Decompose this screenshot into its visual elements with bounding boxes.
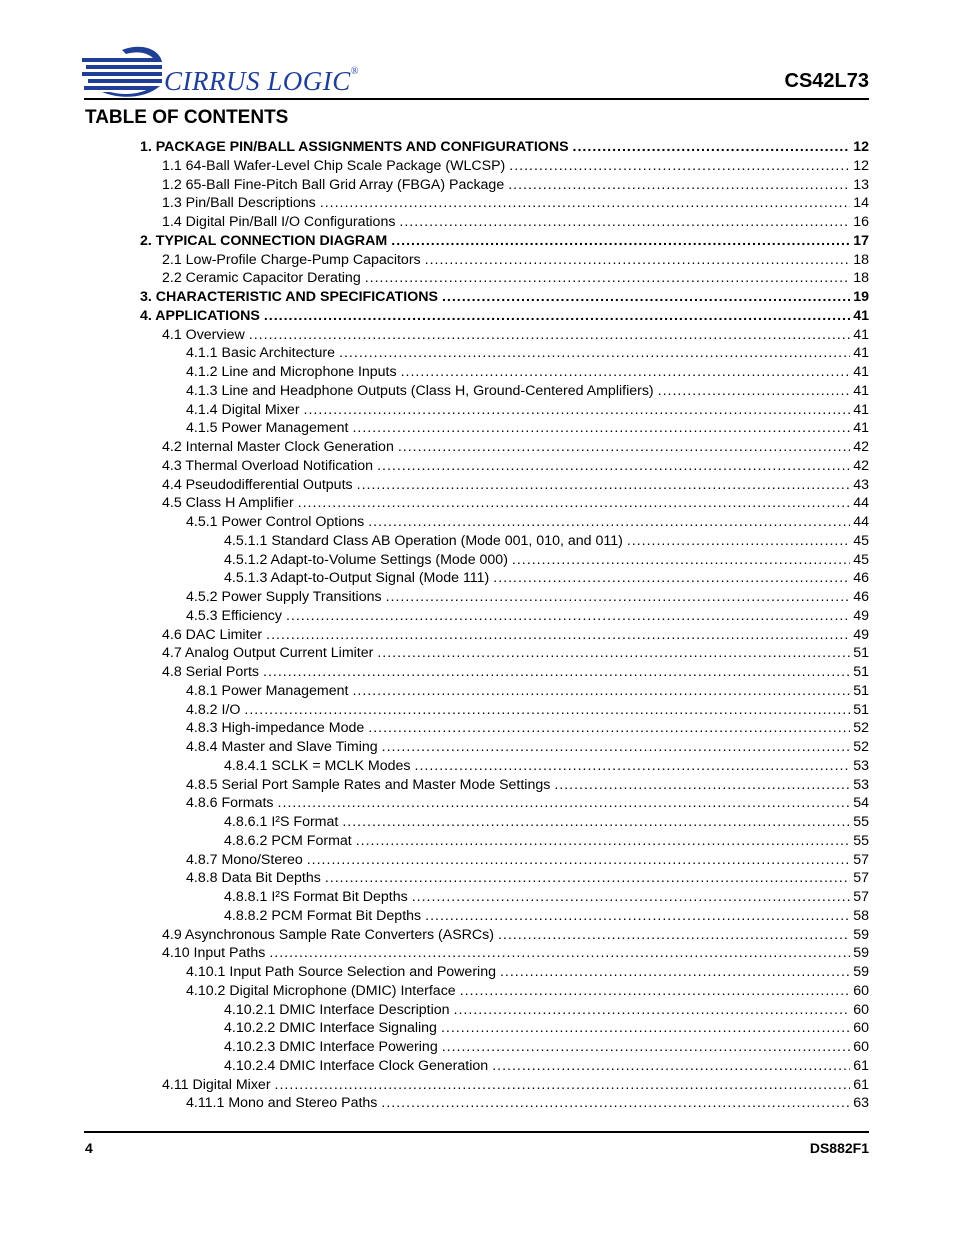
logo-wordmark: CIRRUS LOGIC® bbox=[164, 66, 359, 96]
toc-entry-label: 4.8.2 I/O bbox=[186, 701, 241, 718]
toc-leader-dots bbox=[573, 138, 851, 157]
toc-entry-label: 4.9 Asynchronous Sample Rate Converters (ASRCs) bbox=[162, 926, 494, 943]
toc-leader-dots bbox=[377, 644, 850, 663]
toc-entry-label: 4.5.1.3 Adapt-to-Output Signal (Mode 111) bbox=[224, 570, 490, 587]
toc-entry-label: 1. PACKAGE PIN/BALL ASSIGNMENTS AND CONFIGURATIONS bbox=[140, 139, 569, 155]
toc-entry-label: 4.10 Input Paths bbox=[162, 945, 266, 962]
toc-entry[interactable] bbox=[186, 963, 869, 982]
toc-leader-dots bbox=[425, 907, 850, 926]
toc-entry[interactable] bbox=[186, 513, 869, 532]
toc-entry-page: 58 bbox=[853, 907, 869, 924]
toc-leader-dots bbox=[508, 176, 850, 195]
toc-entry-label: 4.3 Thermal Overload Notification bbox=[162, 457, 374, 474]
toc-entry-label: 4.8.8.1 I²S Format Bit Depths bbox=[224, 889, 408, 905]
toc-leader-dots bbox=[627, 532, 850, 551]
toc-entry-label: 4.8.1 Power Management bbox=[186, 682, 349, 699]
toc-entry[interactable] bbox=[140, 288, 869, 307]
toc-entry[interactable] bbox=[186, 607, 869, 626]
toc-entry-label: 4.8.3 High-impedance Mode bbox=[186, 720, 365, 737]
toc-entry-page: 59 bbox=[853, 964, 869, 980]
toc-entry-page: 59 bbox=[853, 926, 869, 943]
toc-leader-dots bbox=[391, 232, 850, 251]
toc-entry-page: 51 bbox=[853, 701, 869, 718]
toc-entry[interactable] bbox=[162, 476, 869, 495]
toc-entry[interactable] bbox=[186, 363, 869, 382]
toc-entry-label: 4.5 Class H Amplifier bbox=[162, 495, 294, 512]
toc-entry[interactable] bbox=[224, 1038, 869, 1057]
toc-entry-page: 12 bbox=[853, 157, 869, 174]
toc-leader-dots bbox=[425, 251, 851, 270]
toc-leader-dots bbox=[342, 813, 850, 832]
toc-entry-page: 60 bbox=[853, 1020, 869, 1037]
toc-entry[interactable] bbox=[186, 382, 869, 401]
toc-entry[interactable] bbox=[224, 1019, 869, 1038]
toc-entry-label: 4.8.5 Serial Port Sample Rates and Master Mode Settings bbox=[186, 776, 551, 793]
toc-leader-dots bbox=[278, 794, 851, 813]
toc-entry[interactable] bbox=[224, 832, 869, 851]
toc-entry[interactable] bbox=[162, 176, 869, 195]
toc-leader-dots bbox=[381, 1094, 850, 1113]
toc-entry[interactable] bbox=[140, 232, 869, 251]
toc-leader-dots bbox=[244, 701, 850, 720]
toc-leader-dots bbox=[286, 607, 850, 626]
toc-entry-label: 4.8.4 Master and Slave Timing bbox=[186, 739, 378, 755]
toc-entry[interactable] bbox=[224, 569, 869, 588]
toc-entry[interactable] bbox=[186, 682, 869, 701]
footer-rule bbox=[84, 1131, 869, 1133]
toc-entry-page: 59 bbox=[853, 945, 869, 962]
page-title: TABLE OF CONTENTS bbox=[85, 107, 289, 128]
toc-entry-page: 18 bbox=[853, 251, 869, 268]
footer-doc-code: DS882F1 bbox=[809, 1140, 869, 1156]
footer-page-number: 4 bbox=[85, 1140, 93, 1156]
document-id: CS42L73 bbox=[784, 70, 869, 92]
toc-leader-dots bbox=[442, 288, 850, 307]
toc-entry-page: 46 bbox=[853, 570, 869, 587]
toc-entry[interactable] bbox=[224, 1001, 869, 1020]
toc-entry[interactable] bbox=[186, 776, 869, 795]
toc-entry[interactable] bbox=[186, 588, 869, 607]
toc-entry[interactable] bbox=[162, 326, 869, 345]
toc-entry-label: 4.1.1 Basic Architecture bbox=[186, 345, 336, 362]
toc-entry-page: 52 bbox=[853, 720, 869, 737]
toc-entry-label: 4.1.4 Digital Mixer bbox=[186, 401, 300, 418]
toc-entry-page: 53 bbox=[853, 757, 869, 774]
toc-entry[interactable] bbox=[186, 794, 869, 813]
toc-entry-page: 41 bbox=[853, 401, 869, 418]
toc-leader-dots bbox=[365, 269, 851, 288]
toc-leader-dots bbox=[509, 157, 850, 176]
toc-entry-page: 46 bbox=[853, 589, 869, 605]
toc-entry-label: 4.5.1.2 Adapt-to-Volume Settings (Mode 000) bbox=[224, 551, 508, 568]
toc-entry-label: 2.2 Ceramic Capacitor Derating bbox=[162, 270, 361, 287]
toc-entry[interactable] bbox=[162, 194, 869, 213]
toc-entry[interactable] bbox=[186, 1094, 869, 1113]
toc-entry[interactable] bbox=[224, 532, 869, 551]
toc-leader-dots bbox=[415, 757, 851, 776]
toc-entry-label: 4.10.2.3 DMIC Interface Powering bbox=[224, 1039, 438, 1055]
toc-entry[interactable] bbox=[186, 851, 869, 870]
toc-entry-page: 19 bbox=[853, 289, 869, 305]
toc-entry-page: 49 bbox=[853, 607, 869, 624]
toc-entry-page: 60 bbox=[853, 1039, 869, 1055]
toc-entry-page: 43 bbox=[853, 476, 869, 493]
toc-entry-label: 4.5.1 Power Control Options bbox=[186, 514, 365, 530]
toc-entry-page: 44 bbox=[853, 514, 869, 530]
toc-entry-page: 44 bbox=[853, 495, 869, 512]
toc-leader-dots bbox=[399, 213, 850, 232]
toc-leader-dots bbox=[339, 344, 850, 363]
toc-entry[interactable] bbox=[162, 944, 869, 963]
toc-entry-page: 60 bbox=[853, 1001, 869, 1018]
toc-entry-label: 4.8.8.2 PCM Format Bit Depths bbox=[224, 907, 422, 924]
toc-leader-dots bbox=[357, 476, 851, 495]
toc-entry-label: 4.1 Overview bbox=[162, 326, 245, 343]
toc-entry[interactable] bbox=[186, 419, 869, 438]
toc-leader-dots bbox=[304, 401, 851, 420]
toc-entry[interactable] bbox=[224, 1057, 869, 1076]
toc-entry[interactable] bbox=[162, 438, 869, 457]
toc-leader-dots bbox=[401, 363, 851, 382]
toc-leader-dots bbox=[412, 888, 850, 907]
toc-entry[interactable] bbox=[162, 926, 869, 945]
toc-entry-page: 42 bbox=[853, 457, 869, 474]
toc-leader-dots bbox=[382, 738, 851, 757]
toc-leader-dots bbox=[325, 869, 850, 888]
toc-entry-label: 4.4 Pseudodifferential Outputs bbox=[162, 476, 353, 493]
toc-entry-label: 4.8.6.1 I²S Format bbox=[224, 814, 339, 830]
toc-leader-dots bbox=[460, 982, 851, 1001]
toc-entry-label: 4.10.1 Input Path Source Selection and Powering bbox=[186, 964, 496, 980]
toc-entry-page: 13 bbox=[853, 176, 869, 193]
toc-leader-dots bbox=[442, 1038, 851, 1057]
toc-entry[interactable] bbox=[162, 1076, 869, 1095]
toc-leader-dots bbox=[249, 326, 850, 345]
toc-entry-page: 52 bbox=[853, 739, 869, 755]
toc-entry[interactable] bbox=[186, 719, 869, 738]
toc-entry-page: 49 bbox=[853, 626, 869, 643]
toc-entry[interactable] bbox=[162, 644, 869, 663]
toc-entry[interactable] bbox=[224, 907, 869, 926]
toc-entry-label: 4.5.1.1 Standard Class AB Operation (Mode 001, 010, and 011) bbox=[224, 532, 623, 549]
toc-leader-dots bbox=[352, 682, 850, 701]
toc-leader-dots bbox=[512, 551, 850, 570]
toc-entry-page: 41 bbox=[853, 307, 869, 324]
toc-entry-label: 4.6 DAC Limiter bbox=[162, 626, 263, 643]
toc-entry-page: 41 bbox=[853, 382, 869, 399]
toc-entry-label: 4.10.2.1 DMIC Interface Description bbox=[224, 1001, 450, 1018]
toc-entry[interactable] bbox=[162, 251, 869, 270]
toc-entry[interactable] bbox=[162, 494, 869, 513]
toc-entry-page: 51 bbox=[853, 664, 869, 680]
toc-leader-dots bbox=[386, 588, 851, 607]
toc-entry[interactable] bbox=[186, 344, 869, 363]
toc-entry-page: 54 bbox=[853, 795, 869, 812]
toc-entry-label: 4.7 Analog Output Current Limiter bbox=[162, 645, 374, 662]
toc-entry-page: 51 bbox=[853, 645, 869, 662]
toc-entry[interactable] bbox=[186, 701, 869, 720]
toc-entry[interactable] bbox=[140, 138, 869, 157]
toc-entry-page: 41 bbox=[853, 326, 869, 343]
toc-entry-page: 41 bbox=[853, 364, 869, 380]
toc-entry-page: 57 bbox=[853, 851, 869, 868]
toc-leader-dots bbox=[441, 1019, 850, 1038]
toc-entry[interactable] bbox=[140, 307, 869, 326]
toc-entry-page: 41 bbox=[853, 345, 869, 362]
toc-entry-label: 4.8.4.1 SCLK = MCLK Modes bbox=[224, 757, 411, 774]
toc-entry-page: 57 bbox=[853, 889, 869, 905]
toc-entry-page: 55 bbox=[853, 832, 869, 849]
toc-leader-dots bbox=[264, 307, 850, 326]
toc-entry-label: 1.2 65-Ball Fine-Pitch Ball Grid Array (FBGA) Package bbox=[162, 176, 505, 193]
toc-entry[interactable] bbox=[224, 757, 869, 776]
toc-entry[interactable] bbox=[162, 626, 869, 645]
toc-leader-dots bbox=[352, 419, 850, 438]
toc-entry[interactable] bbox=[224, 551, 869, 570]
toc-entry-label: 4. APPLICATIONS bbox=[140, 307, 260, 324]
toc-leader-dots bbox=[307, 851, 850, 870]
toc-entry[interactable] bbox=[162, 663, 869, 682]
toc-leader-dots bbox=[492, 1057, 850, 1076]
toc-leader-dots bbox=[500, 963, 850, 982]
toc-entry-label: 4.8.6 Formats bbox=[186, 795, 274, 812]
toc-entry[interactable] bbox=[186, 738, 869, 757]
toc-leader-dots bbox=[266, 626, 850, 645]
toc-entry-label: 4.8 Serial Ports bbox=[162, 664, 259, 680]
toc-entry-label: 4.10.2 Digital Microphone (DMIC) Interface bbox=[186, 982, 456, 999]
toc-entry-page: 63 bbox=[853, 1095, 869, 1112]
toc-entry-page: 61 bbox=[853, 1076, 869, 1093]
toc-entry-label: 1.1 64-Ball Wafer-Level Chip Scale Package (WLCSP) bbox=[162, 157, 506, 174]
toc-leader-dots bbox=[298, 494, 851, 513]
toc-leader-dots bbox=[377, 457, 850, 476]
toc-entry[interactable] bbox=[162, 457, 869, 476]
toc-entry-label: 4.11.1 Mono and Stereo Paths bbox=[186, 1095, 378, 1112]
toc-entry-page: 57 bbox=[853, 870, 869, 887]
toc-entry[interactable] bbox=[162, 213, 869, 232]
toc-entry[interactable] bbox=[224, 813, 869, 832]
toc-entry-label: 2. TYPICAL CONNECTION DIAGRAM bbox=[140, 232, 388, 249]
toc-entry-page: 18 bbox=[853, 270, 869, 287]
toc-leader-dots bbox=[498, 926, 850, 945]
toc-entry-page: 45 bbox=[853, 532, 869, 549]
toc-entry[interactable] bbox=[186, 401, 869, 420]
toc-entry-label: 4.5.2 Power Supply Transitions bbox=[186, 589, 382, 605]
toc-entry-label: 3. CHARACTERISTIC AND SPECIFICATIONS bbox=[140, 289, 438, 305]
toc-entry-page: 42 bbox=[853, 439, 869, 455]
toc-entry-label: 4.1.5 Power Management bbox=[186, 420, 349, 437]
toc-leader-dots bbox=[658, 382, 851, 401]
toc-entry[interactable] bbox=[162, 269, 869, 288]
toc-entry-page: 17 bbox=[853, 232, 869, 249]
toc-entry-page: 41 bbox=[853, 420, 869, 437]
toc-entry-label: 4.11 Digital Mixer bbox=[162, 1076, 271, 1093]
toc-entry-page: 51 bbox=[853, 682, 869, 699]
toc-entry-label: 4.1.3 Line and Headphone Outputs (Class H, Ground-Centered Amplifiers) bbox=[186, 382, 654, 399]
header-rule bbox=[84, 98, 869, 100]
toc-entry-label: 4.5.3 Efficiency bbox=[186, 607, 282, 624]
toc-entry-page: 55 bbox=[853, 814, 869, 830]
toc-entry-page: 53 bbox=[853, 776, 869, 793]
toc-leader-dots bbox=[269, 944, 850, 963]
toc-entry-page: 60 bbox=[853, 982, 869, 999]
toc-leader-dots bbox=[263, 663, 850, 682]
toc-entry-label: 4.8.7 Mono/Stereo bbox=[186, 851, 303, 868]
toc-entry-page: 12 bbox=[853, 139, 869, 155]
toc-entry-page: 45 bbox=[853, 551, 869, 568]
toc-entry-page: 14 bbox=[853, 195, 869, 212]
toc-leader-dots bbox=[554, 776, 850, 795]
toc-entry-label: 4.1.2 Line and Microphone Inputs bbox=[186, 364, 397, 380]
toc-leader-dots bbox=[493, 569, 850, 588]
toc-entry-page: 61 bbox=[853, 1057, 869, 1074]
toc-entry-label: 4.2 Internal Master Clock Generation bbox=[162, 439, 394, 455]
toc-entry-label: 1.4 Digital Pin/Ball I/O Configurations bbox=[162, 214, 396, 230]
toc-entry[interactable] bbox=[186, 982, 869, 1001]
toc-leader-dots bbox=[356, 832, 850, 851]
toc-entry-label: 1.3 Pin/Ball Descriptions bbox=[162, 195, 316, 212]
toc-leader-dots bbox=[275, 1076, 851, 1095]
toc-entry-label: 4.10.2.2 DMIC Interface Signaling bbox=[224, 1020, 437, 1037]
toc-leader-dots bbox=[368, 719, 850, 738]
toc-leader-dots bbox=[320, 194, 850, 213]
toc-leader-dots bbox=[454, 1001, 851, 1020]
toc-entry-label: 4.10.2.4 DMIC Interface Clock Generation bbox=[224, 1057, 489, 1074]
toc-leader-dots bbox=[368, 513, 850, 532]
toc-leader-dots bbox=[398, 438, 850, 457]
toc-entry[interactable] bbox=[186, 869, 869, 888]
toc-entry-label: 4.8.6.2 PCM Format bbox=[224, 832, 352, 849]
toc-entry[interactable] bbox=[224, 888, 869, 907]
toc-entry-label: 2.1 Low-Profile Charge-Pump Capacitors bbox=[162, 251, 421, 268]
toc-entry[interactable] bbox=[162, 157, 869, 176]
toc-entry-label: 4.8.8 Data Bit Depths bbox=[186, 870, 321, 887]
toc-entry-page: 16 bbox=[853, 214, 869, 230]
